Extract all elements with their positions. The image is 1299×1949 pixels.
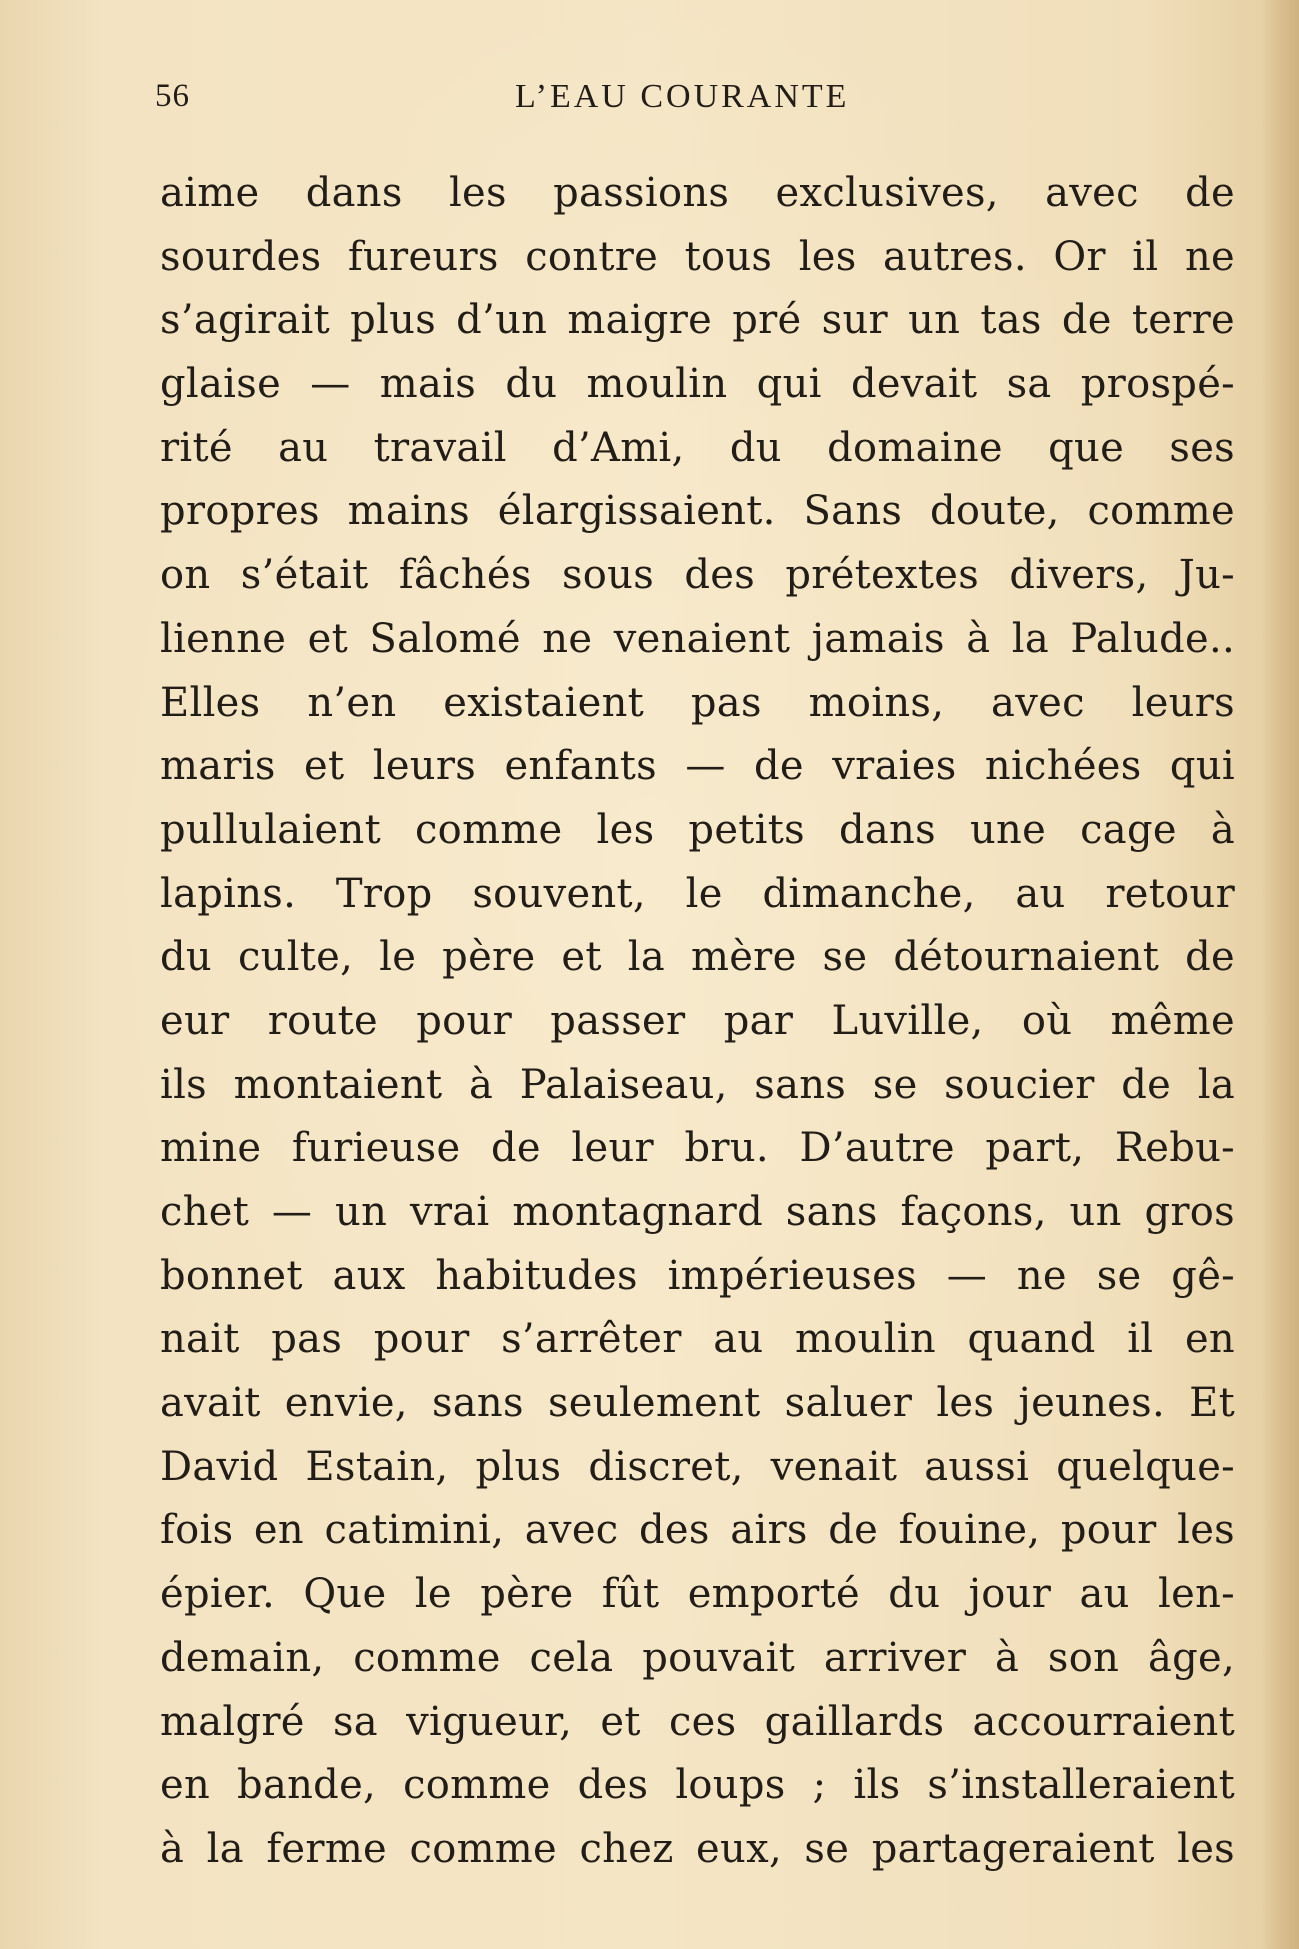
text-line: Elles n’en existaient pas moins, avec leurs xyxy=(160,679,1235,726)
text-line: épier. Que le père fût emporté du jour au len- xyxy=(160,1571,1235,1618)
text-line: propres mains élargissaient. Sans doute, comme xyxy=(160,488,1235,535)
body-text xyxy=(160,162,1235,1882)
text-line: aime dans les passions exclusives, avec de xyxy=(160,170,1235,216)
page-number: 56 xyxy=(155,78,190,114)
running-title: L’EAU COURANTE xyxy=(515,78,850,115)
text-line: lienne et Salomé ne venaient jamais à la Palude.. xyxy=(160,615,1235,662)
page-edge-shadow xyxy=(1261,0,1299,1949)
text-line: David Estain, plus discret, venait aussi quelque- xyxy=(160,1443,1235,1490)
text-line: à la ferme comme chez eux, se partageraient les xyxy=(160,1825,1235,1872)
text-line: ils montaient à Palaiseau, sans se soucier de la xyxy=(160,1061,1235,1108)
text-line: glaise — mais du moulin qui devait sa prospé- xyxy=(160,361,1235,408)
text-line: sourdes fureurs contre tous les autres. Or il ne xyxy=(160,233,1235,280)
text-line: malgré sa vigueur, et ces gaillards accourraient xyxy=(160,1698,1235,1745)
text-line: pullulaient comme les petits dans une cage à xyxy=(160,806,1235,853)
text-line: lapins. Trop souvent, le dimanche, au retour xyxy=(160,870,1235,917)
text-line: bonnet aux habitudes impérieuses — ne se gê- xyxy=(160,1252,1235,1299)
text-line: du culte, le père et la mère se détournaient de xyxy=(160,934,1235,981)
text-line: fois en catimini, avec des airs de fouine, pour les xyxy=(160,1507,1235,1554)
text-line: en bande, comme des loups ; ils s’installeraient xyxy=(160,1762,1235,1809)
text-line: maris et leurs enfants — de vraies nichées qui xyxy=(160,743,1235,790)
text-line: avait envie, sans seulement saluer les jeunes. Et xyxy=(160,1380,1235,1427)
text-line: s’agirait plus d’un maigre pré sur un tas de terre xyxy=(160,297,1235,344)
text-line: chet — un vrai montagnard sans façons, un gros xyxy=(160,1189,1235,1235)
text-line: nait pas pour s’arrêter au moulin quand il en xyxy=(160,1316,1235,1363)
text-line: rité au travail d’Ami, du domaine que ses xyxy=(160,424,1235,471)
text-line: demain, comme cela pouvait arriver à son âge, xyxy=(160,1634,1235,1681)
text-line: eur route pour passer par Luville, où même xyxy=(160,997,1235,1044)
text-line: on s’était fâchés sous des prétextes divers, Ju- xyxy=(160,552,1235,599)
text-line: mine furieuse de leur bru. D’autre part, Rebu- xyxy=(160,1125,1235,1172)
page-header xyxy=(155,78,1235,128)
